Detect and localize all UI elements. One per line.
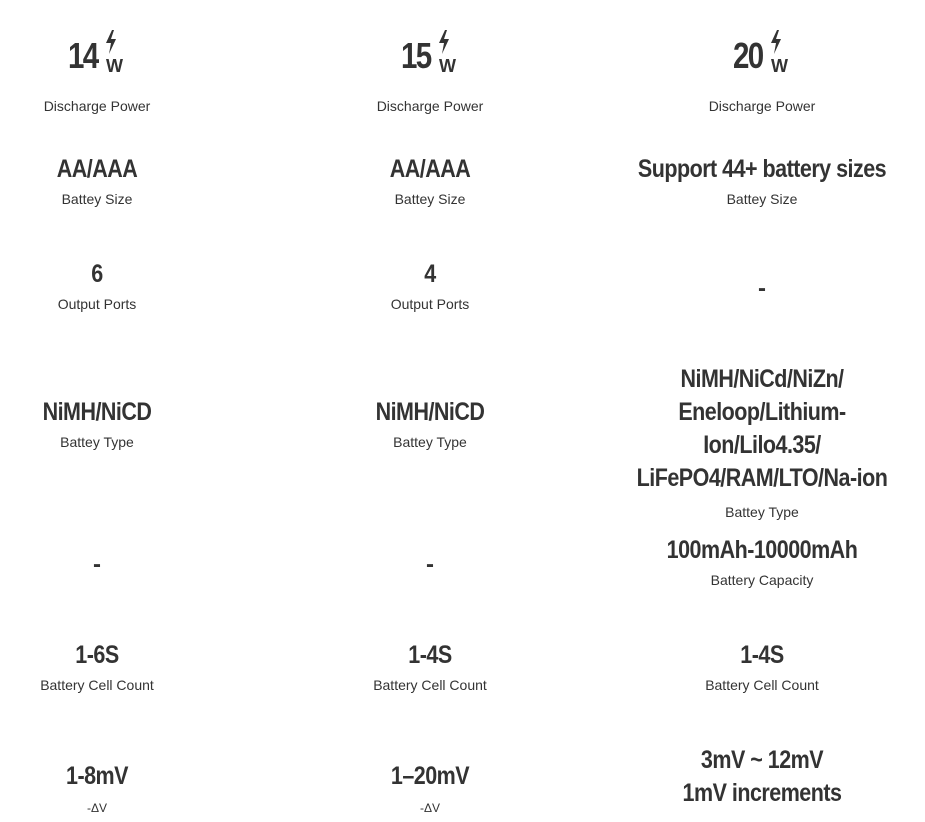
type-label: Battey Type — [393, 434, 467, 450]
size-label: Battey Size — [61, 191, 133, 207]
spec-battery-size — [0, 153, 252, 208]
power-label: Discharge Power — [43, 98, 151, 114]
spec-delta-v — [607, 744, 917, 810]
type-value: NiMH/NiCD — [42, 398, 152, 426]
type-label: Battey Type — [60, 434, 134, 450]
spec-discharge-power — [607, 30, 917, 115]
capacity-label: Battery Capacity — [710, 572, 814, 588]
spec-discharge-power — [0, 30, 252, 115]
ports-label: Output Ports — [57, 296, 137, 312]
size-value: AA/AAA — [389, 155, 471, 183]
type-label: Battey Type — [725, 504, 799, 520]
spec-delta-v — [0, 760, 252, 817]
spec-battery-type — [275, 396, 585, 451]
size-value: Support 44+ battery sizes — [637, 155, 887, 183]
ports-value: 4 — [424, 260, 436, 288]
size-value: AA/AAA — [56, 155, 138, 183]
type-value: NiMH/NiCD — [375, 398, 485, 426]
size-label: Battey Size — [726, 191, 798, 207]
delta-v-value: 1-8mV — [66, 762, 128, 790]
capacity-value: - — [93, 551, 101, 578]
spec-delta-v — [275, 760, 585, 817]
spec-cell-count — [607, 639, 917, 694]
spec-battery-size — [607, 153, 917, 208]
ports-value: - — [758, 275, 766, 302]
power-value-group — [727, 30, 797, 78]
cell-count-label: Battery Cell Count — [705, 677, 819, 693]
comparison-column-1 — [0, 0, 252, 822]
delta-v-label: -ΔV — [86, 801, 107, 815]
comparison-column-3 — [607, 0, 917, 822]
power-value: 20 — [733, 35, 763, 76]
size-label: Battey Size — [394, 191, 466, 207]
cell-count-label: Battery Cell Count — [40, 677, 154, 693]
spec-battery-capacity — [607, 534, 917, 589]
type-value: NiMH/NiCd/NiZn/ Eneloop/Lithium-Ion/Lilo4.35/ LiFePO4/RAM/LTO/Na-ion — [636, 365, 888, 492]
power-label: Discharge Power — [708, 98, 816, 114]
power-value-group — [395, 30, 465, 78]
cell-count-value: 1-4S — [408, 641, 452, 669]
spec-output-ports — [275, 258, 585, 313]
cell-count-value: 1-6S — [75, 641, 119, 669]
lightning-bolt-icon — [437, 30, 451, 54]
power-unit: W — [106, 56, 123, 76]
cell-count-label: Battery Cell Count — [373, 677, 487, 693]
cell-count-value: 1-4S — [740, 641, 784, 669]
spec-battery-capacity — [0, 550, 252, 580]
ports-value: 6 — [91, 260, 103, 288]
comparison-column-2 — [275, 0, 585, 822]
spec-output-ports — [607, 274, 917, 304]
spec-cell-count — [0, 639, 252, 694]
power-unit: W — [771, 56, 788, 76]
power-value-group — [62, 30, 132, 78]
spec-battery-type — [0, 396, 252, 451]
spec-cell-count — [275, 639, 585, 694]
spec-output-ports — [0, 258, 252, 313]
spec-discharge-power — [275, 30, 585, 115]
power-label: Discharge Power — [376, 98, 484, 114]
capacity-value: 100mAh-10000mAh — [666, 536, 858, 564]
delta-v-label: -ΔV — [419, 801, 440, 815]
power-value: 15 — [401, 35, 431, 76]
ports-label: Output Ports — [390, 296, 470, 312]
power-value: 14 — [68, 35, 98, 76]
lightning-bolt-icon — [769, 30, 783, 54]
spec-battery-capacity — [275, 550, 585, 580]
spec-battery-type — [607, 363, 917, 521]
power-unit: W — [439, 56, 456, 76]
delta-v-value: 3mV ~ 12mV 1mV increments — [682, 746, 842, 807]
spec-battery-size — [275, 153, 585, 208]
capacity-value: - — [426, 551, 434, 578]
lightning-bolt-icon — [104, 30, 118, 54]
delta-v-value: 1–20mV — [390, 762, 470, 790]
